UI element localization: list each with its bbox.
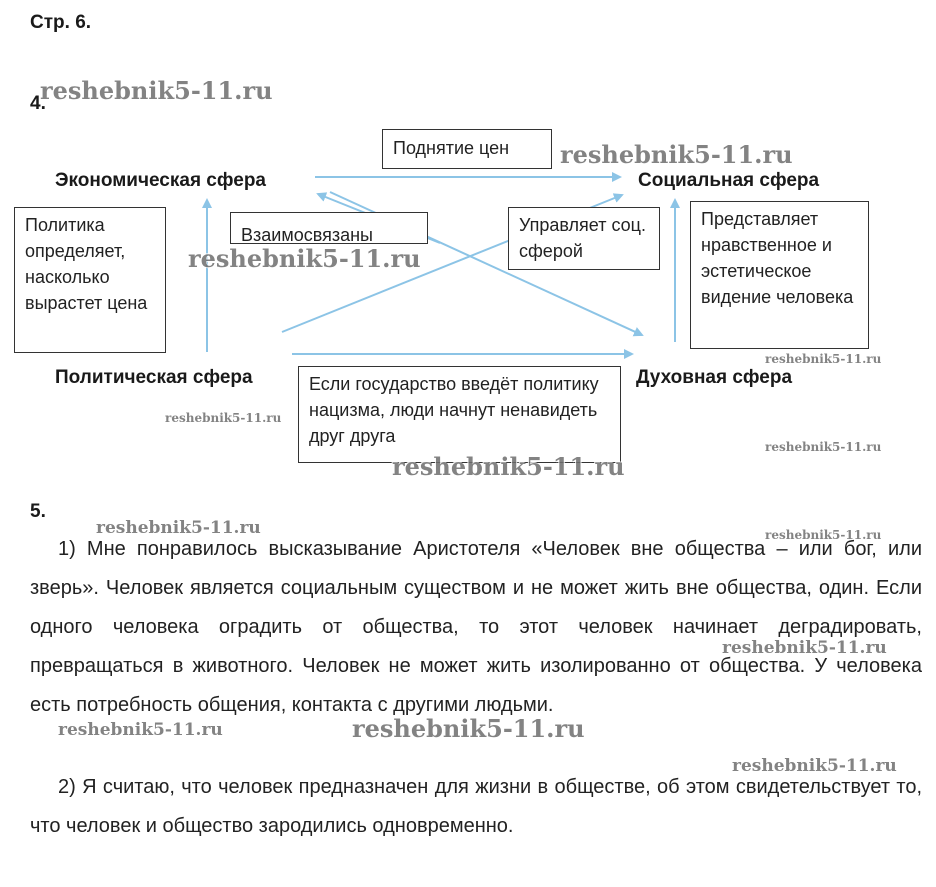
watermark: reshebnik5-11.ru: [392, 452, 625, 481]
manages-social-box: Управляет соц. сферой: [508, 207, 660, 270]
watermark: reshebnik5-11.ru: [165, 411, 282, 425]
page-header: Стр. 6.: [30, 12, 92, 33]
interconnected-box: Взаимосвязаны: [230, 212, 428, 244]
watermark: reshebnik5-11.ru: [188, 244, 421, 273]
economic-sphere-label: Экономическая сфера: [55, 170, 266, 191]
task5-number: 5.: [30, 501, 46, 522]
watermark: reshebnik5-11.ru: [765, 352, 882, 366]
moral-view-box: Представляет нравственное и эстетическое видение человека: [690, 201, 869, 349]
watermark: reshebnik5-11.ru: [58, 720, 223, 740]
watermark: reshebnik5-11.ru: [40, 76, 273, 105]
political-sphere-label: Политическая сфера: [55, 367, 253, 388]
task5-paragraph-1: 1) Мне понравилось высказывание Аристотеля «Человек вне общества – или бог, или зверь». Человек является социальным существом и не может жить вне общества, один. Если одного человека оградить от общества, то этот человек начинает деградировать, превращаться в животного. Человек не может жить изолированно от общества. У человека есть потребность общения, контакта с другими людьми.: [30, 538, 922, 716]
watermark: reshebnik5-11.ru: [96, 518, 261, 538]
task5-paragraph-2: 2) Я считаю, что человек предназначен для жизни в обществе, об этом свидетельствует то, что человек и общество зародились одновременно.: [30, 776, 922, 837]
watermark: reshebnik5-11.ru: [732, 756, 897, 776]
watermark: reshebnik5-11.ru: [352, 714, 585, 743]
policy-price-box: Политика определяет, насколько вырастет цена: [14, 207, 166, 353]
nazism-box: Если государство введёт политику нацизма, люди начнут ненавидеть друг друга: [298, 366, 621, 463]
watermark: reshebnik5-11.ru: [560, 140, 793, 169]
watermark: reshebnik5-11.ru: [765, 528, 882, 542]
social-sphere-label: Социальная сфера: [638, 170, 820, 191]
spiritual-sphere-label: Духовная сфера: [636, 367, 793, 388]
watermark: reshebnik5-11.ru: [722, 638, 887, 658]
watermark: reshebnik5-11.ru: [765, 440, 882, 454]
price-rise-box: Поднятие цен: [382, 129, 552, 169]
task4-number: 4.: [30, 93, 46, 114]
